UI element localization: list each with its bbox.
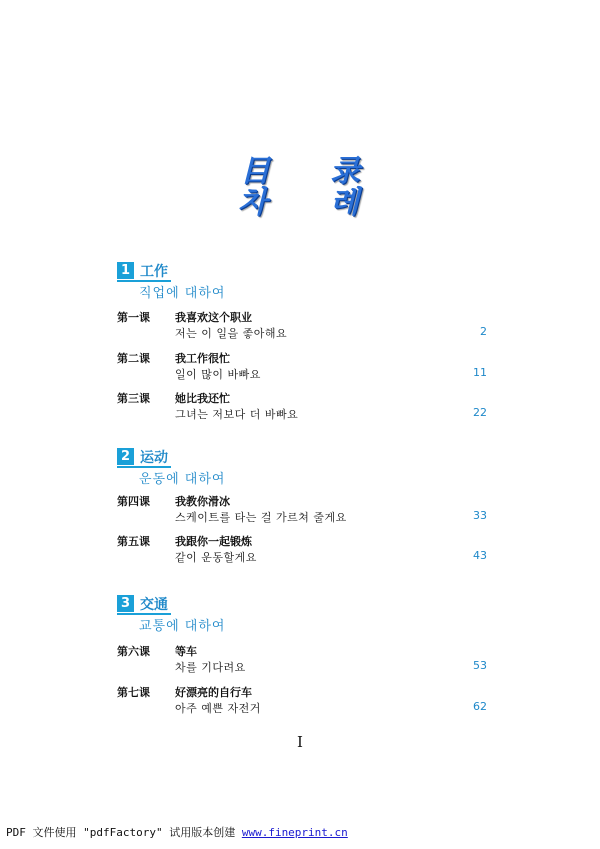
lesson-page: 2 bbox=[480, 325, 487, 338]
lesson-page: 33 bbox=[473, 509, 487, 522]
lesson-row[interactable] bbox=[117, 643, 487, 677]
lesson-number: 第五课 bbox=[117, 535, 150, 548]
lesson-title-cn: 等车 bbox=[175, 645, 197, 658]
lesson-row[interactable] bbox=[117, 533, 487, 567]
lesson-title-ko: 차를 기다려요 bbox=[175, 661, 246, 674]
section-number-badge: 1 bbox=[117, 262, 134, 279]
section-subtitle: 운동에 대하여 bbox=[139, 472, 226, 487]
lesson-title-cn: 她比我还忙 bbox=[175, 392, 230, 405]
footer-link[interactable]: www.fineprint.cn bbox=[241, 826, 348, 839]
lesson-number: 第六课 bbox=[117, 645, 150, 658]
title-ko-right: 례 bbox=[330, 185, 359, 220]
lesson-title-cn: 我工作很忙 bbox=[175, 352, 230, 365]
lesson-number: 第七课 bbox=[117, 686, 150, 699]
section-number-badge: 2 bbox=[117, 448, 134, 465]
lesson-number: 第三课 bbox=[117, 392, 150, 405]
lesson-title-ko: 그녀는 저보다 더 바빠요 bbox=[175, 408, 299, 421]
section-subtitle: 직업에 대하여 bbox=[139, 286, 226, 301]
lesson-row[interactable] bbox=[117, 309, 487, 343]
page-number: I bbox=[297, 733, 303, 751]
section-title: 运动 bbox=[140, 450, 168, 466]
lesson-title-cn: 我跟你一起锻炼 bbox=[175, 535, 252, 548]
section-title: 工作 bbox=[140, 264, 168, 280]
lesson-page: 53 bbox=[473, 659, 487, 672]
lesson-row[interactable] bbox=[117, 493, 487, 527]
lesson-page: 11 bbox=[473, 366, 487, 379]
lesson-row[interactable] bbox=[117, 350, 487, 384]
lesson-number: 第一课 bbox=[117, 311, 150, 324]
lesson-title-ko: 일이 많이 바빠요 bbox=[175, 368, 261, 381]
lesson-title-ko: 같이 운동할게요 bbox=[175, 551, 257, 564]
lesson-row[interactable] bbox=[117, 684, 487, 718]
lesson-page: 62 bbox=[473, 700, 487, 713]
lesson-title-ko: 저는 이 일을 좋아해요 bbox=[175, 327, 288, 340]
lesson-page: 22 bbox=[473, 406, 487, 419]
lesson-title-ko: 스케이트를 타는 걸 가르쳐 줄게요 bbox=[175, 511, 347, 524]
lesson-title-cn: 我教你滑冰 bbox=[175, 495, 230, 508]
lesson-number: 第四课 bbox=[117, 495, 150, 508]
title-cn-left: 目 bbox=[240, 154, 270, 189]
title-cn-right: 录 bbox=[330, 154, 360, 189]
lesson-title-cn: 我喜欢这个职业 bbox=[175, 311, 252, 324]
lesson-number: 第二课 bbox=[117, 352, 150, 365]
lesson-page: 43 bbox=[473, 549, 487, 562]
title-ko-left: 차 bbox=[238, 185, 267, 220]
lesson-row[interactable] bbox=[117, 390, 487, 424]
section-subtitle: 교통에 대하여 bbox=[139, 619, 226, 634]
footer-text: PDF 文件使用 "pdfFactory" 试用版本创建 bbox=[6, 826, 242, 839]
section-number-badge: 3 bbox=[117, 595, 134, 612]
lesson-title-cn: 好漂亮的自行车 bbox=[175, 686, 252, 699]
section-title: 交通 bbox=[140, 597, 168, 613]
pdf-footer bbox=[6, 824, 348, 840]
lesson-title-ko: 아주 예쁜 자전거 bbox=[175, 702, 261, 715]
